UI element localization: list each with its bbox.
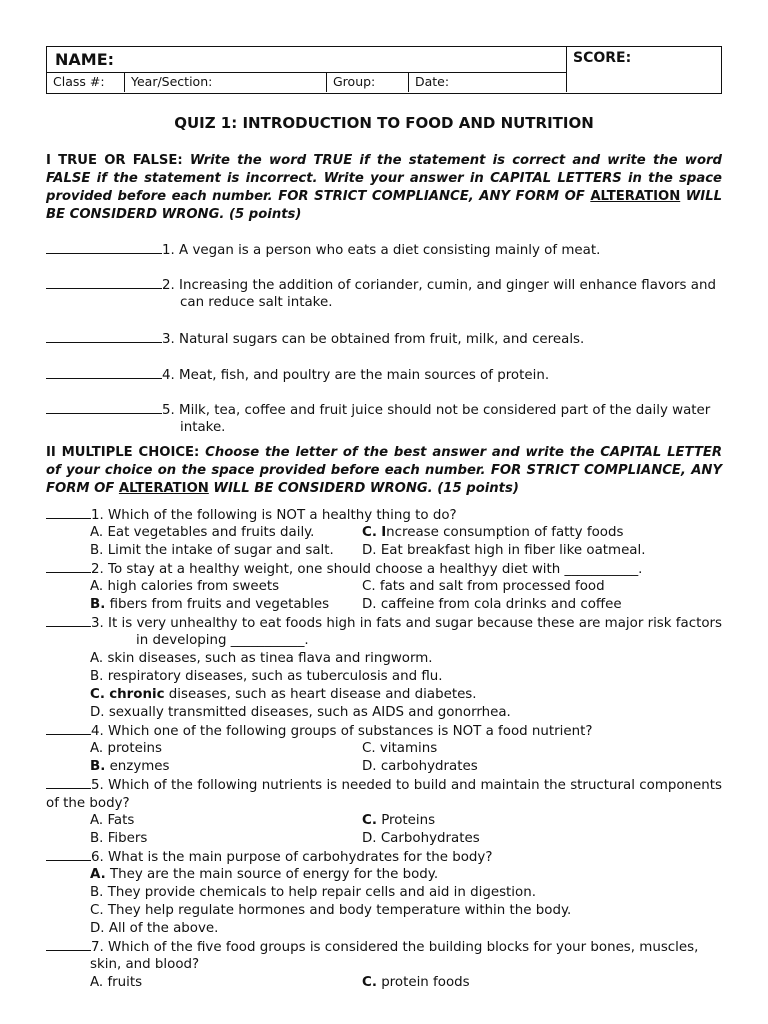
- q4-option-d: D. carbohydrates: [362, 759, 478, 774]
- q2-option-b: B. fibers from fruits and vegetables: [90, 597, 330, 612]
- quiz-title: QUIZ 1: INTRODUCTION TO FOOD AND NUTRITION: [174, 114, 594, 132]
- part2-compliance: FOR STRICT COMPLIANCE, ANY FORM OF: [46, 463, 722, 496]
- mc-question-4: 4. Which one of the following groups of substances is NOT a food nutrient?: [46, 722, 722, 741]
- mc-question-3: 3. It is very unhealthy to eat foods high in fats and sugar because these are major risk factors: [46, 614, 722, 633]
- mc-question-2: 2. To stay at a healthy weight, one should choose a healthyy diet with ___________.: [46, 560, 722, 579]
- score-field[interactable]: [567, 47, 721, 92]
- answer-blank[interactable]: [46, 722, 91, 735]
- tf-item-3: 3. Natural sugars can be obtained from fruit, milk, and cereals.: [46, 330, 722, 349]
- q2-option-d: D. caffeine from cola drinks and coffee: [362, 597, 622, 612]
- mc-question-5: 5. Which of the following nutrients is needed to build and maintain the structural components of the body?: [46, 778, 723, 811]
- answer-blank[interactable]: [46, 506, 91, 519]
- tf-item-4: 4. Meat, fish, and poultry are the main sources of protein.: [46, 366, 722, 385]
- tf-item-5: 5. Milk, tea, coffee and fruit juice should not be considered part of the daily water: [46, 401, 722, 420]
- tf-item-2: 2. Increasing the addition of coriander, cumin, and ginger will enhance flavors and: [46, 276, 722, 295]
- answer-blank[interactable]: [46, 276, 162, 289]
- class-label: Class #:: [53, 74, 105, 89]
- q5-option-c: C. Proteins: [362, 813, 436, 828]
- answer-blank[interactable]: [46, 938, 91, 951]
- q5-option-a: A. Fats: [90, 813, 135, 828]
- q7-cont: skin, and blood?: [90, 957, 200, 972]
- q3-option-d: D. sexually transmitted diseases, such as AIDS and gonorrhea.: [90, 705, 511, 720]
- q5-option-b: B. Fibers: [90, 831, 148, 846]
- q6-option-b: B. They provide chemicals to help repair cells and aid in digestion.: [90, 885, 536, 900]
- part1-instruction-text: Write the word TRUE if the statement is correct and write the word FALSE if the statement is incorrect. Write your answer in CAPITAL LETTERS in the space provided before each number.: [46, 153, 722, 204]
- date-label: Date:: [415, 74, 450, 89]
- group-field[interactable]: [327, 73, 409, 92]
- quiz-page: [46, 46, 723, 990]
- answer-blank[interactable]: [46, 330, 162, 343]
- q1-option-c: C. Increase consumption of fatty foods: [362, 525, 624, 540]
- q2-option-c: C. fats and salt from processed food: [362, 579, 605, 594]
- part1-instructions: I TRUE OR FALSE: Write the word TRUE if the statement is correct and write the word FALSE if the statement is incorrect. Write your answer in CAPITAL LETTERS in the space provided before each number. FOR STRICT COMPLIANCE, ANY FORM OF ALTERATION WILL BE CONSIDERD WRONG. (5 points): [46, 153, 723, 222]
- q5-option-d: D. Carbohydrates: [362, 831, 480, 846]
- answer-blank[interactable]: [46, 560, 91, 573]
- q2-option-a: A. high calories from sweets: [90, 579, 280, 594]
- q1-option-d: D. Eat breakfast high in fiber like oatmeal.: [362, 543, 646, 558]
- mc-question-6: 6. What is the main purpose of carbohydrates for the body?: [46, 848, 722, 867]
- date-field[interactable]: [409, 73, 565, 92]
- part2-instruction-text: Choose the letter of the best answer and write the CAPITAL LETTER of your choice on the space provided before each number.: [46, 445, 722, 478]
- answer-blank[interactable]: [46, 776, 91, 789]
- info-row: [47, 73, 567, 92]
- part1-compliance: FOR STRICT COMPLIANCE, ANY FORM OF: [278, 189, 585, 204]
- answer-blank[interactable]: [46, 366, 162, 379]
- q3-option-a: A. skin diseases, such as tinea flava and ringworm.: [90, 651, 433, 666]
- q7-option-a: A. fruits: [90, 975, 143, 990]
- q6-option-a: A. They are the main source of energy for the body.: [90, 867, 439, 882]
- answer-blank[interactable]: [46, 848, 91, 861]
- q4-option-b: B. enzymes: [90, 759, 170, 774]
- part1-alteration: ALTERATION: [590, 189, 681, 204]
- name-label: NAME:: [55, 50, 115, 69]
- part2-wrong: WILL BE CONSIDERD WRONG.: [213, 481, 433, 496]
- part1-wrong: WILL BE CONSIDERD WRONG.: [46, 189, 723, 222]
- q3-cont: in developing ___________.: [136, 633, 309, 648]
- q1-option-a: A. Eat vegetables and fruits daily.: [90, 525, 315, 540]
- year-section-field[interactable]: [125, 73, 327, 92]
- q4-option-c: C. vitamins: [362, 741, 438, 756]
- part2-points: (15 points): [437, 481, 519, 496]
- q6-option-c: C. They help regulate hormones and body temperature within the body.: [90, 903, 572, 918]
- year-section-label: Year/Section:: [131, 74, 213, 89]
- part1-heading: I TRUE OR FALSE: [46, 153, 178, 168]
- q3-option-c: C. chronic diseases, such as heart disease and diabetes.: [90, 687, 477, 702]
- q6-option-d: D. All of the above.: [90, 921, 219, 936]
- tf-item-2-cont: can reduce salt intake.: [180, 295, 333, 310]
- score-label: SCORE:: [573, 50, 632, 66]
- part2-alteration: ALTERATION: [118, 481, 209, 496]
- q4-option-a: A. proteins: [90, 741, 163, 756]
- tf-item-5-cont: intake.: [180, 420, 226, 435]
- q1-option-b: B. Limit the intake of sugar and salt.: [90, 543, 334, 558]
- part2-heading: II MULTIPLE CHOICE: [46, 445, 195, 460]
- group-label: Group:: [333, 74, 376, 89]
- q3-option-b: B. respiratory diseases, such as tuberculosis and flu.: [90, 669, 443, 684]
- answer-blank[interactable]: [46, 401, 162, 414]
- name-field[interactable]: [47, 47, 567, 73]
- mc-question-7: 7. Which of the five food groups is considered the building blocks for your bones, muscles,: [46, 938, 722, 957]
- part2-instructions: II MULTIPLE CHOICE: Choose the letter of the best answer and write the CAPITAL LETTER of your choice on the space provided before each number. FOR STRICT COMPLIANCE, ANY FORM OF ALTERATION WILL BE CONSIDERD WRONG. (15 points): [46, 445, 722, 496]
- q7-option-c: C. protein foods: [362, 975, 470, 990]
- mc-question-1: 1. Which of the following is NOT a healthy thing to do?: [46, 506, 722, 525]
- tf-item-1: 1. A vegan is a person who eats a diet consisting mainly of meat.: [46, 241, 722, 260]
- answer-blank[interactable]: [46, 241, 162, 254]
- header-table: [46, 46, 722, 94]
- class-field[interactable]: [47, 73, 125, 92]
- answer-blank[interactable]: [46, 614, 91, 627]
- part1-points: (5 points): [229, 207, 302, 222]
